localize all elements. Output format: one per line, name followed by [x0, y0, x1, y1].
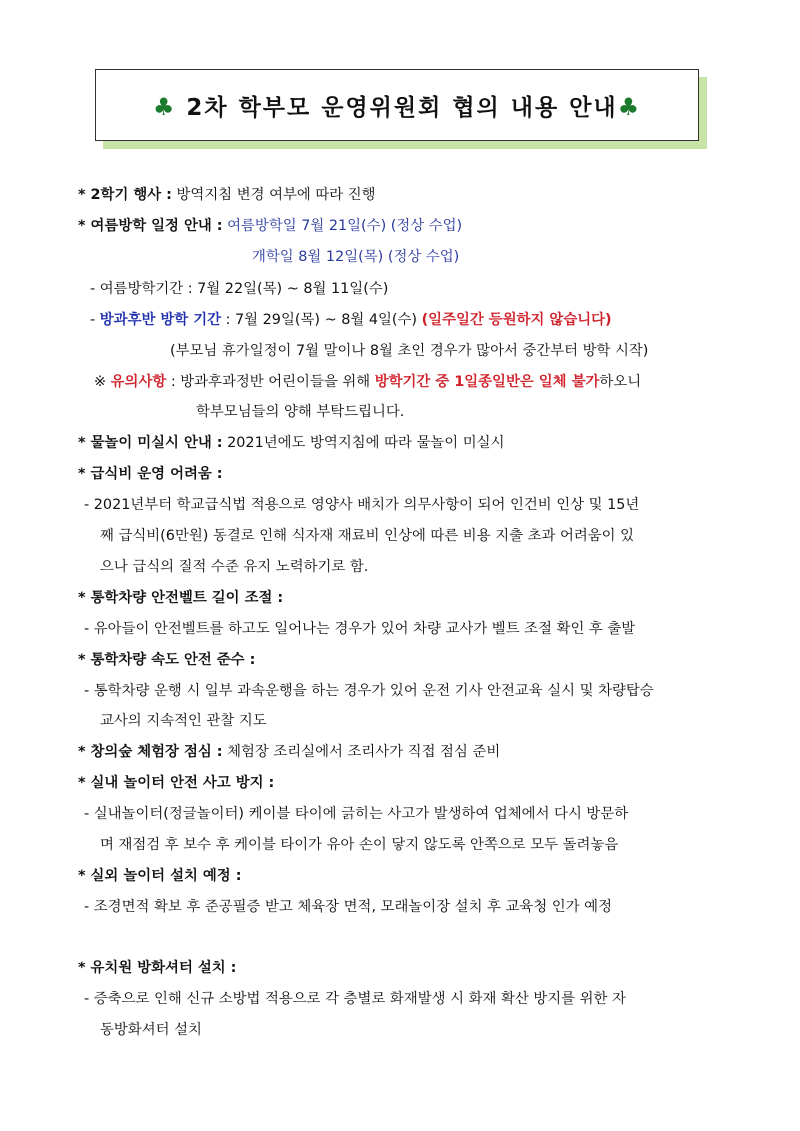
- after-school-dates: : 7월 29일(목) ~ 8월 4일(수): [225, 312, 418, 328]
- item-meal-label: * 급식비 운영 어려움 :: [78, 466, 223, 482]
- page-title-text: 2차 학부모 운영위원회 협의 내용 안내: [186, 94, 618, 121]
- caution-line2: 학부모님들의 양해 부탁드립니다.: [196, 404, 405, 420]
- belt-line1: - 유아들이 안전벨트를 하고도 일어나는 경우가 있어 차량 교사가 벨트 조절 확인 후 출발: [84, 621, 636, 637]
- item-label: * 여름방학 일정 안내 :: [78, 218, 223, 234]
- after-school-label: 방과후반 방학 기간: [99, 312, 222, 328]
- meal-line1: - 2021년부터 학교급식법 적용으로 영양사 배치가 의무사항이 되어 인건비 인상 및 15년: [84, 497, 640, 513]
- indoor-line1: - 실내놀이터(정글놀이터) 케이블 타이에 긁히는 사고가 발생하여 업체에서 다시 방문하: [84, 806, 629, 822]
- clover-icon: ♣: [617, 92, 642, 121]
- item-belt-label: * 통학차량 안전벨트 길이 조절 :: [78, 590, 284, 606]
- item-summer: [78, 216, 462, 236]
- page-title: [153, 89, 641, 122]
- item-label: * 2학기 행사 :: [78, 187, 172, 203]
- item-event: [78, 185, 376, 205]
- meal-line2: 째 급식비(6만원) 동결로 인해 식자재 재료비 인상에 따른 비용 지출 초과 어려움이 있: [100, 528, 635, 544]
- speed-line1: - 통학차량 운행 시 일부 과속운행을 하는 경우가 있어 운전 기사 안전교육 실시 및 차량탑승: [84, 683, 654, 699]
- item-indoor-label: * 실내 놀이터 안전 사고 방지 :: [78, 775, 275, 791]
- summer-start-date: 여름방학일 7월 21일(수) (정상 수업): [227, 218, 463, 234]
- caution-label: 유의사항: [110, 374, 167, 390]
- item-label: * 물놀이 미실시 안내 :: [78, 435, 223, 451]
- item-speed-label: * 통학차량 속도 안전 준수 :: [78, 652, 256, 668]
- item-forest: [78, 742, 500, 762]
- after-school-reason: (부모님 휴가일정이 7월 말이나 8월 초인 경우가 많아서 중간부터 방학 시작): [170, 343, 649, 359]
- after-school-break: [90, 310, 612, 330]
- outdoor-line1: - 조경면적 확보 후 준공필증 받고 체육장 면적, 모래놀이장 설치 후 교육청 인가 예정: [84, 899, 612, 915]
- dash: -: [90, 312, 96, 328]
- item-outdoor-label: * 실외 놀이터 설치 예정 :: [78, 868, 242, 884]
- item-text: 체험장 조리실에서 조리사가 직접 점심 준비: [227, 744, 501, 760]
- summer-end-date: 개학일 8월 12일(목) (정상 수업): [252, 249, 460, 265]
- meal-line3: 으나 급식의 질적 수준 유지 노력하기로 함.: [100, 559, 369, 575]
- speed-line2: 교사의 지속적인 관찰 지도: [100, 713, 267, 729]
- item-text: 방역지침 변경 여부에 따라 진행: [176, 187, 376, 203]
- caution-end: 하오니: [599, 374, 642, 390]
- item-water: [78, 433, 504, 453]
- item-text: 2021년에도 방역지침에 따라 물놀이 미실시: [227, 435, 505, 451]
- caution-bold: 방학기간 중 1일종일반은 일체 불가: [374, 374, 600, 390]
- item-label: * 창의숲 체험장 점심 :: [78, 744, 223, 760]
- shutter-line1: - 증축으로 인해 신규 소방법 적용으로 각 층별로 화재발생 시 화재 확산 방지를 위한 자: [84, 991, 626, 1007]
- caution-text: : 방과후과정반 어린이들을 위해: [170, 374, 371, 390]
- clover-icon: ♣: [152, 92, 177, 121]
- item-shutter-label: * 유치원 방화셔터 설치 :: [78, 960, 237, 976]
- summer-period: - 여름방학기간 : 7월 22일(목) ~ 8월 11일(수): [90, 281, 389, 297]
- after-school-notice: (일주일간 등원하지 않습니다): [421, 312, 612, 328]
- caution: [94, 372, 641, 392]
- reference-mark-icon: ※: [94, 374, 107, 390]
- indoor-line2: 며 재점검 후 보수 후 케이블 타이가 유아 손이 닿지 않도록 안쪽으로 모두 돌려놓음: [100, 837, 619, 853]
- title-box: [95, 69, 699, 141]
- shutter-line2: 동방화셔터 설치: [100, 1022, 202, 1038]
